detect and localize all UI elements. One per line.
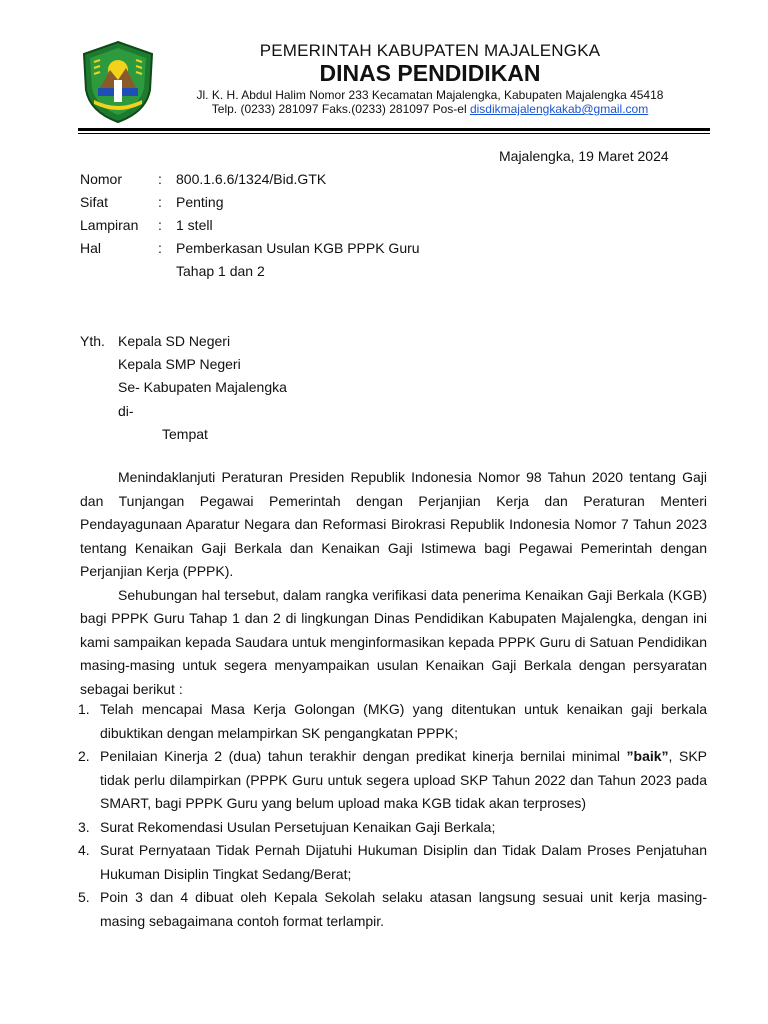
list-text: Poin 3 dan 4 dibuat oleh Kepala Sekolah selaku atasan langsung sesuai unit kerja masing-masing sebagaimana contoh format terlampir. <box>100 889 707 929</box>
regency-emblem-icon <box>80 40 156 124</box>
recipient-line4: di- <box>118 403 134 419</box>
list-text <box>100 745 707 816</box>
meta-value-hal: Pemberkasan Usulan KGB PPPK Guru <box>176 240 420 256</box>
recipient-line1: Kepala SD Negeri <box>118 333 231 349</box>
meta-label-nomor: Nomor <box>80 171 123 187</box>
letterhead-rule-thin <box>78 133 710 134</box>
list-text: Surat Pernyataan Tidak Pernah Dijatuhi Hukuman Disiplin dan Tidak Dalam Proses Penjatuhan Hukuman Disiplin Tingkat Sedang/Berat; <box>100 842 707 882</box>
meta-value-hal-line2: Tahap 1 dan 2 <box>176 263 265 279</box>
list-item <box>78 745 707 816</box>
recipient-yth: Yth. <box>80 333 105 349</box>
agency-name: DINAS PENDIDIKAN <box>319 60 541 86</box>
list-text: Telah mencapai Masa Kerja Golongan (MKG) yang ditentukan untuk kenaikan gaji berkala dibuktikan dengan melampirkan SK pengangkatan PPPK; <box>100 701 707 741</box>
list-number: 5. <box>78 889 90 905</box>
list-number: 4. <box>78 842 90 858</box>
list-number: 3. <box>78 818 90 835</box>
agency-address: Jl. K. H. Abdul Halim Nomor 233 Kecamatan Majalengka, Kabupaten Majalengka 45418 <box>196 88 664 102</box>
list-item <box>78 816 707 840</box>
agency-contact <box>160 102 700 116</box>
government-name: PEMERINTAH KABUPATEN MAJALENGKA <box>259 41 601 60</box>
email-link[interactable]: disdikmajalengkakab@gmail.com <box>469 102 649 116</box>
meta-colon: : <box>158 171 162 187</box>
requirements-list <box>78 698 707 933</box>
recipient-line2: Kepala SMP Negeri <box>118 356 241 372</box>
list-item <box>78 698 707 745</box>
letter-body <box>80 466 707 701</box>
list-text-part: , SKP tidak perlu dilampirkan (PPPK Guru untuk segera upload SKP Tahun 2022 dan Tahun 2023 pada SMART, bagi PPPK Guru yang belum upload maka KGB tidak akan terproses) <box>100 748 707 811</box>
list-text-part: Penilaian Kinerja 2 (dua) tahun terakhir dengan predikat kinerja bernilai minimal <box>100 748 627 764</box>
meta-value-lampiran: 1 stell <box>176 217 213 233</box>
list-number: 2. <box>78 748 90 764</box>
recipient-line5: Tempat <box>162 426 208 442</box>
meta-label-lampiran: Lampiran <box>80 217 139 233</box>
recipient-line3: Se- Kabupaten Majalengka <box>118 379 287 395</box>
list-item <box>78 886 707 933</box>
list-item <box>78 839 707 886</box>
meta-colon: : <box>158 194 162 210</box>
list-number: 1. <box>78 701 90 717</box>
emphasis-baik: ”baik” <box>626 748 669 764</box>
letter-date: Majalengka, 19 Maret 2024 <box>499 148 669 164</box>
body-paragraph-1: Menindaklanjuti Peraturan Presiden Republik Indonesia Nomor 98 Tahun 2020 tentang Gaji dan Tunjangan Pegawai Pemerintah dengan Perjanjian Kerja dan Peraturan Menteri Pendayagunaan Aparatur Negara dan Reformasi Birokrasi Republik Indonesia Nomor 7 Tahun 2023 tentang Kenaikan Gaji Berkala dan Kenaikan Gaji Istimewa bagi Pegawai Pemerintah dengan Perjanjian Kerja (PPPK). <box>80 469 707 579</box>
letterhead-rule-thick <box>78 128 710 131</box>
meta-value-nomor: 800.1.6.6/1324/Bid.GTK <box>176 171 327 187</box>
meta-value-sifat: Penting <box>176 194 224 210</box>
meta-label-sifat: Sifat <box>80 194 109 210</box>
list-text: Surat Rekomendasi Usulan Persetujuan Kenaikan Gaji Berkala; <box>100 818 496 835</box>
contact-phone: Telp. (0233) 281097 Faks.(0233) 281097 Pos-el <box>211 102 470 116</box>
body-paragraph-2: Sehubungan hal tersebut, dalam rangka verifikasi data penerima Kenaikan Gaji Berkala (KGB) bagi PPPK Guru Tahap 1 dan 2 di lingkungan Dinas Pendidikan Kabupaten Majalengka, dengan ini kami sampaikan kepada Saudara untuk menginformasikan kepada PPPK Guru di Satuan Pendidikan masing-masing untuk segera menyampaikan usulan Kenaikan Gaji Berkala dengan persyaratan sebagai berikut : <box>80 586 707 697</box>
meta-colon: : <box>158 217 162 233</box>
meta-label-hal: Hal <box>80 240 102 256</box>
meta-colon: : <box>158 240 162 256</box>
